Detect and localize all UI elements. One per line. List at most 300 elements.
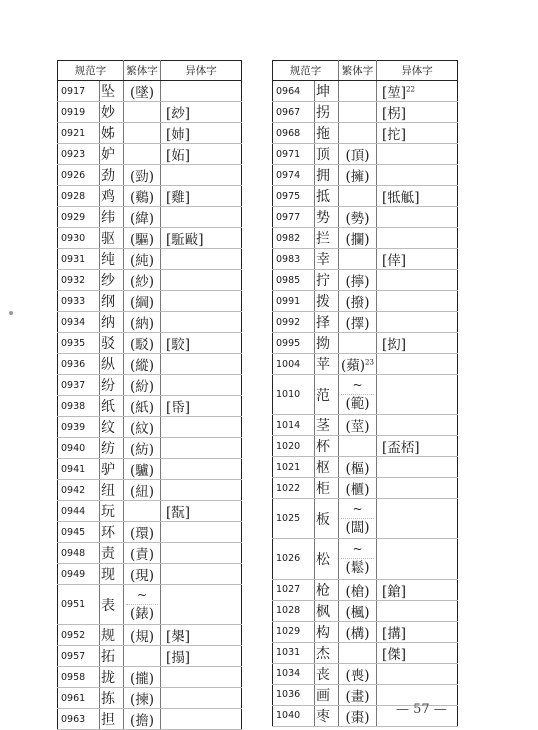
variant-char — [376, 81, 457, 102]
char-code: 0958 — [58, 667, 100, 688]
variant-char — [161, 417, 242, 438]
char-code: 1029 — [273, 621, 315, 642]
traditional-char-text: (櫃) — [345, 482, 370, 499]
standard-char: 驱 — [100, 228, 124, 249]
table-row — [273, 539, 458, 579]
variant-char — [161, 291, 242, 312]
table-row — [273, 102, 458, 123]
standard-char: 拥 — [315, 165, 339, 186]
table-header — [273, 61, 458, 81]
table-row — [273, 600, 458, 621]
traditional-char — [339, 415, 377, 436]
traditional-char — [124, 688, 161, 709]
standard-char: 拢 — [100, 667, 124, 688]
char-code: 0934 — [58, 312, 100, 333]
char-code: 0937 — [58, 375, 100, 396]
standard-char: 构 — [315, 621, 339, 642]
traditional-char-text: (畫) — [345, 688, 370, 705]
table-row — [273, 579, 458, 600]
header-standard: 规范字 — [273, 61, 339, 81]
standard-char: 纸 — [100, 396, 124, 417]
traditional-char — [124, 585, 161, 625]
table-row — [58, 417, 242, 438]
traditional-char-text: (勢) — [345, 211, 370, 227]
traditional-char — [339, 228, 377, 249]
table-row — [58, 646, 242, 667]
traditional-char — [339, 102, 377, 123]
traditional-char — [124, 375, 161, 396]
char-code: 1004 — [273, 354, 315, 375]
variant-char-text: [盃桮] — [381, 440, 420, 457]
variant-char-text: [翫] — [166, 505, 191, 521]
standard-char: 姊 — [100, 123, 124, 144]
traditional-char-text: (莖) — [345, 419, 370, 436]
table-row — [58, 543, 242, 564]
char-code: 0941 — [58, 459, 100, 480]
variant-char — [376, 600, 457, 621]
standard-char: 松 — [315, 539, 339, 579]
traditional-char-text: (紐) — [129, 484, 155, 500]
standard-char: 纺 — [100, 438, 124, 459]
variant-char — [161, 165, 242, 186]
traditional-char — [124, 186, 161, 207]
variant-char — [376, 186, 457, 207]
standard-char: 画 — [315, 684, 339, 705]
standard-char: 拐 — [315, 102, 339, 123]
standard-char: 纱 — [100, 270, 124, 291]
table-row — [58, 396, 242, 417]
table-row — [58, 709, 242, 730]
standard-char: 丧 — [315, 663, 339, 684]
table-row — [58, 123, 242, 144]
standard-char: 纲 — [100, 291, 124, 312]
char-code: 0964 — [273, 81, 315, 102]
table-row — [58, 625, 242, 646]
traditional-char — [339, 165, 377, 186]
standard-char: 规 — [100, 625, 124, 646]
standard-char: 幸 — [315, 249, 339, 270]
standard-char: 柜 — [315, 478, 339, 499]
traditional-char-text: (撥) — [345, 295, 370, 311]
traditional-char-text: (構) — [345, 625, 370, 642]
standard-char: 驳 — [100, 333, 124, 354]
standard-char: 枣 — [315, 705, 339, 726]
variant-char — [161, 81, 242, 102]
traditional-char — [339, 663, 377, 684]
standard-char: 责 — [100, 543, 124, 564]
traditional-char-text: (驢) — [129, 463, 155, 479]
variant-char-text: [玅] — [166, 106, 191, 122]
char-code: 0933 — [58, 291, 100, 312]
traditional-char-text: (納) — [129, 316, 155, 332]
table-row — [58, 270, 242, 291]
traditional-char-text: (縱) — [129, 358, 155, 374]
traditional-char — [339, 291, 377, 312]
variant-char — [376, 415, 457, 436]
variant-char — [161, 501, 242, 522]
traditional-char — [124, 81, 161, 102]
standard-char: 纹 — [100, 417, 124, 438]
variant-char-text: [抝] — [381, 337, 407, 353]
traditional-char-text: (槍) — [345, 583, 370, 600]
char-code: 0945 — [58, 522, 100, 543]
traditional-char-text: (蘋) — [341, 358, 366, 374]
char-code: 0930 — [58, 228, 100, 249]
traditional-char — [339, 81, 377, 102]
standard-char: 拦 — [315, 228, 339, 249]
variant-char — [161, 688, 242, 709]
traditional-char-variant: (範) — [345, 396, 370, 413]
variant-char-text: [雞] — [166, 190, 191, 206]
standard-char: 茎 — [315, 415, 339, 436]
traditional-char-text: (紋) — [129, 421, 155, 437]
variant-char-text: [堃] — [381, 85, 407, 101]
char-code: 1014 — [273, 415, 315, 436]
char-code: 0921 — [58, 123, 100, 144]
char-code: 0944 — [58, 501, 100, 522]
variant-char — [161, 585, 242, 625]
standard-char: 苹 — [315, 354, 339, 375]
standard-char: 现 — [100, 564, 124, 585]
traditional-char — [339, 684, 377, 705]
standard-char: 择 — [315, 312, 339, 333]
standard-char: 拖 — [315, 123, 339, 144]
traditional-char-variant: (闆) — [345, 520, 370, 537]
table-row — [273, 249, 458, 270]
traditional-char — [124, 625, 161, 646]
table-row — [58, 354, 242, 375]
table-row — [58, 165, 242, 186]
traditional-char — [124, 354, 161, 375]
char-code: 0940 — [58, 438, 100, 459]
standard-char: 坠 — [100, 81, 124, 102]
variant-char-text: [姉] — [166, 127, 191, 143]
traditional-char — [124, 123, 161, 144]
char-code: 0948 — [58, 543, 100, 564]
variant-char — [161, 543, 242, 564]
traditional-char — [339, 123, 377, 144]
standard-char: 玩 — [100, 501, 124, 522]
variant-char — [376, 207, 457, 228]
table-row — [273, 333, 458, 354]
char-code: 0938 — [58, 396, 100, 417]
standard-char: 驴 — [100, 459, 124, 480]
traditional-char — [339, 642, 377, 663]
traditional-char — [124, 709, 161, 730]
char-code: 0926 — [58, 165, 100, 186]
char-code: 1034 — [273, 663, 315, 684]
traditional-char-text: (環) — [129, 526, 155, 542]
tilde-mark: ~ — [341, 540, 374, 559]
char-code: 0967 — [273, 102, 315, 123]
char-code: 0929 — [58, 207, 100, 228]
variant-char — [161, 480, 242, 501]
char-code: 0949 — [58, 564, 100, 585]
traditional-char — [124, 207, 161, 228]
table-row — [58, 207, 242, 228]
variant-char — [376, 375, 457, 415]
variant-char — [376, 499, 457, 539]
traditional-char — [124, 396, 161, 417]
standard-char: 拨 — [315, 291, 339, 312]
char-code: 0971 — [273, 144, 315, 165]
variant-char-text: [牴觝] — [381, 190, 420, 206]
left-character-table — [57, 60, 242, 730]
standard-char: 板 — [315, 499, 339, 539]
table-row — [58, 291, 242, 312]
variant-char-text: [妬] — [166, 148, 191, 164]
traditional-char-text: (紡) — [129, 442, 155, 458]
variant-char — [161, 709, 242, 730]
traditional-char-text: (規) — [129, 629, 155, 646]
char-code: 0942 — [58, 480, 100, 501]
variant-char — [376, 478, 457, 499]
standard-char: 抵 — [315, 186, 339, 207]
right-character-table — [272, 60, 458, 727]
variant-char — [161, 312, 242, 333]
traditional-char — [339, 457, 377, 478]
variant-char — [376, 249, 457, 270]
table-row — [58, 375, 242, 396]
traditional-char-text: (擇) — [345, 316, 370, 332]
variant-char — [161, 228, 242, 249]
char-code: 1026 — [273, 539, 315, 579]
traditional-char — [124, 144, 161, 165]
table-row — [58, 564, 242, 585]
variant-char — [161, 354, 242, 375]
traditional-char — [124, 102, 161, 123]
char-code: 1022 — [273, 478, 315, 499]
variant-char-text: [倖] — [381, 253, 407, 269]
traditional-char — [124, 480, 161, 501]
table-row — [58, 480, 242, 501]
char-code: 1028 — [273, 600, 315, 621]
standard-char: 妙 — [100, 102, 124, 123]
tilde-mark: ~ — [126, 586, 158, 605]
table-row — [273, 207, 458, 228]
tilde-mark: ~ — [341, 500, 374, 519]
traditional-char — [124, 417, 161, 438]
char-code: 1010 — [273, 375, 315, 415]
table-row — [58, 522, 242, 543]
table-row — [58, 186, 242, 207]
traditional-char — [339, 478, 377, 499]
traditional-char-text: (紗) — [129, 274, 155, 290]
variant-char — [161, 667, 242, 688]
standard-char: 枢 — [315, 457, 339, 478]
standard-char: 拣 — [100, 688, 124, 709]
traditional-char-text: (鷄) — [129, 190, 155, 206]
traditional-char-text: (紙) — [129, 400, 155, 416]
standard-char: 坤 — [315, 81, 339, 102]
table-row — [273, 228, 458, 249]
table-row — [273, 436, 458, 457]
traditional-char — [339, 621, 377, 642]
traditional-char — [339, 579, 377, 600]
tilde-mark: ~ — [341, 376, 374, 395]
variant-char — [161, 438, 242, 459]
traditional-char-text: (墜) — [129, 85, 155, 101]
standard-char: 鸡 — [100, 186, 124, 207]
variant-char — [376, 436, 457, 457]
standard-char: 纳 — [100, 312, 124, 333]
table-row — [58, 438, 242, 459]
standard-char: 顶 — [315, 144, 339, 165]
traditional-char-text: (紛) — [129, 379, 155, 395]
standard-char: 担 — [100, 709, 124, 730]
char-code: 0923 — [58, 144, 100, 165]
standard-char: 范 — [315, 375, 339, 415]
variant-char — [376, 457, 457, 478]
header-variant: 异体字 — [161, 61, 242, 81]
header-variant: 异体字 — [376, 61, 457, 81]
variant-char-text: [柺] — [381, 106, 407, 122]
variant-char — [376, 539, 457, 579]
table-row — [58, 81, 242, 102]
table-row — [273, 270, 458, 291]
traditional-char — [124, 501, 161, 522]
table-row — [273, 415, 458, 436]
traditional-char — [124, 667, 161, 688]
char-code: 0982 — [273, 228, 315, 249]
variant-char — [161, 270, 242, 291]
traditional-char — [124, 543, 161, 564]
traditional-char-text: (駁) — [129, 337, 155, 353]
char-code: 0928 — [58, 186, 100, 207]
variant-char-text: [鎗] — [381, 583, 407, 600]
table-row — [273, 457, 458, 478]
table-row — [273, 478, 458, 499]
variant-char — [161, 625, 242, 646]
table-row — [273, 375, 458, 415]
traditional-char-text: (現) — [129, 568, 155, 584]
margin-dot — [9, 311, 13, 315]
table-row — [58, 228, 242, 249]
traditional-char — [124, 312, 161, 333]
traditional-char — [339, 600, 377, 621]
table-row — [58, 585, 242, 625]
standard-char: 枫 — [315, 600, 339, 621]
variant-char-text: [傑] — [381, 646, 407, 663]
char-code: 0952 — [58, 625, 100, 646]
char-code: 0939 — [58, 417, 100, 438]
char-code: 1027 — [273, 579, 315, 600]
variant-char-text: [搆] — [381, 625, 407, 642]
traditional-char — [339, 312, 377, 333]
char-code: 0931 — [58, 249, 100, 270]
traditional-char-text: (揀) — [129, 692, 155, 709]
header-traditional: 繁体字 — [339, 61, 377, 81]
standard-char: 纵 — [100, 354, 124, 375]
traditional-char — [339, 436, 377, 457]
traditional-char — [339, 499, 377, 539]
standard-char: 劲 — [100, 165, 124, 186]
variant-char — [376, 144, 457, 165]
char-code: 0968 — [273, 123, 315, 144]
table-row — [58, 688, 242, 709]
variant-char — [161, 459, 242, 480]
traditional-char-text: (楓) — [345, 604, 370, 621]
variant-char — [376, 642, 457, 663]
traditional-char-text: (勁) — [129, 169, 155, 185]
variant-char — [161, 102, 242, 123]
traditional-char-variant: (錶) — [129, 606, 155, 623]
variant-char-text: [駈敺] — [166, 232, 204, 248]
variant-char — [376, 165, 457, 186]
char-code: 0951 — [58, 585, 100, 625]
traditional-char-text: (擔) — [129, 713, 155, 730]
footnote-marker: 23 — [365, 358, 374, 367]
traditional-char — [124, 438, 161, 459]
standard-char: 杯 — [315, 436, 339, 457]
table-row — [273, 642, 458, 663]
variant-char — [376, 312, 457, 333]
traditional-char — [339, 375, 377, 415]
traditional-char — [124, 459, 161, 480]
header-traditional: 繁体字 — [124, 61, 161, 81]
variant-char — [161, 396, 242, 417]
traditional-char — [339, 144, 377, 165]
variant-char — [161, 333, 242, 354]
variant-char — [161, 646, 242, 667]
table-row — [58, 667, 242, 688]
char-code: 1040 — [273, 705, 315, 726]
traditional-char-text: (攔) — [345, 232, 370, 248]
variant-char — [376, 123, 457, 144]
char-code: 0932 — [58, 270, 100, 291]
traditional-char — [124, 564, 161, 585]
char-code: 1031 — [273, 642, 315, 663]
char-code: 1025 — [273, 499, 315, 539]
standard-char: 纬 — [100, 207, 124, 228]
char-code: 1036 — [273, 684, 315, 705]
traditional-char-text: (棗) — [345, 709, 370, 726]
variant-char — [376, 663, 457, 684]
char-code: 0977 — [273, 207, 315, 228]
char-code: 0957 — [58, 646, 100, 667]
standard-char: 纯 — [100, 249, 124, 270]
traditional-char-text: (責) — [129, 547, 155, 563]
char-code: 0974 — [273, 165, 315, 186]
table-row — [58, 501, 242, 522]
traditional-char-text: (純) — [129, 253, 155, 269]
standard-char: 杰 — [315, 642, 339, 663]
variant-char-text: [帋] — [166, 400, 191, 416]
table-row — [273, 312, 458, 333]
table-row — [273, 499, 458, 539]
traditional-char-text: (緯) — [129, 211, 155, 227]
variant-char — [161, 249, 242, 270]
table-row — [58, 333, 242, 354]
variant-char — [161, 564, 242, 585]
header-standard: 规范字 — [58, 61, 124, 81]
traditional-char — [124, 646, 161, 667]
traditional-char — [124, 228, 161, 249]
traditional-char — [339, 249, 377, 270]
table-row — [58, 249, 242, 270]
variant-char — [376, 621, 457, 642]
variant-char — [376, 270, 457, 291]
traditional-char — [339, 186, 377, 207]
variant-char — [161, 375, 242, 396]
variant-char-text: [拕] — [381, 127, 407, 143]
page-number: — 57 — — [396, 702, 447, 717]
table-row — [273, 186, 458, 207]
traditional-char — [124, 333, 161, 354]
char-code: 0975 — [273, 186, 315, 207]
char-code: 0985 — [273, 270, 315, 291]
char-code: 1020 — [273, 436, 315, 457]
